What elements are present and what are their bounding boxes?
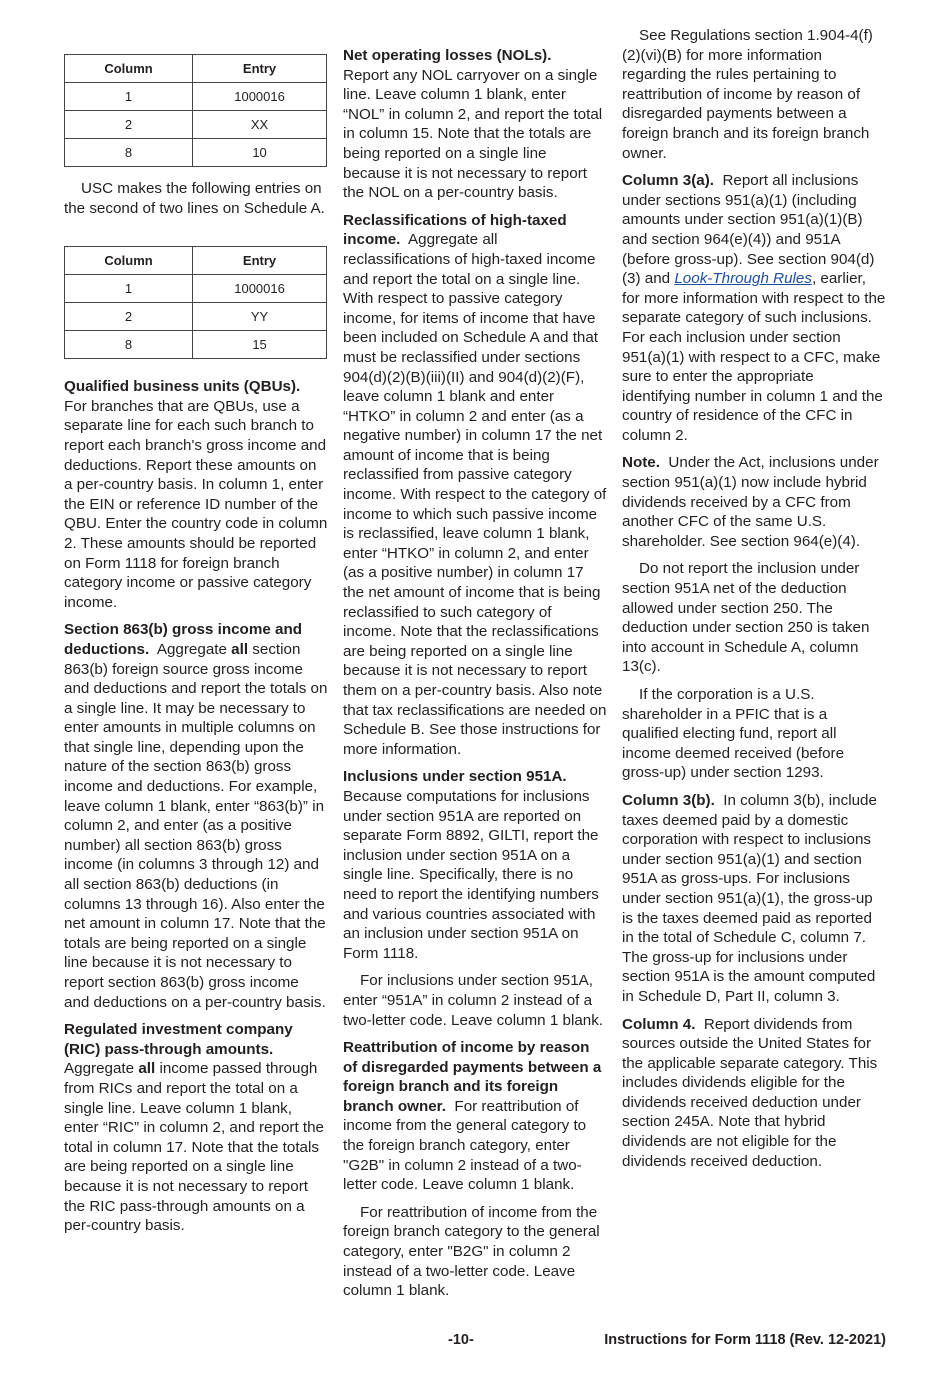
reattr-paragraph-3: See Regulations section 1.904-4(f)(2)(vi)(B) for more information regarding the rules pertaining to reattribution of income by reason of disregarded payments between a foreign branch and its foreign branch owner. <box>622 27 873 162</box>
cell: 10 <box>193 139 327 167</box>
cell: 8 <box>65 139 193 167</box>
s863-section <box>64 620 328 1012</box>
s951a-heading: Inclusions under section 951A. <box>343 768 567 786</box>
col3a-section <box>622 171 886 445</box>
footer-title: Instructions for Form 1118 (Rev. 12-2021) <box>604 1331 886 1348</box>
ric-text: income passed through from RICs and report the total on a single line. Leave column 1 blank, enter “RIC” in column 2, and report the total in column 17. Note that the totals are being reported on a single line because it is not necessary to report the RIC pass-through amounts on a per-country basis. <box>64 1060 324 1235</box>
qbu-text: For branches that are QBUs, use a separate line for each such branch to report each branch's gross income and deductions. Report these amounts on a per-country basis. In column 1, enter the EIN or reference ID number of the QBU. Enter the country code in column 2. These amounts should be reported on Form 1118 for foreign branch category income or passive category income. <box>64 397 328 611</box>
page-number: -10- <box>448 1331 474 1348</box>
col3b-section <box>622 791 886 1007</box>
col3b-text: In column 3(b), include taxes deemed paid by a domestic corporation with respect to inclusions under section 951(a)(1) and section 951A as gross-ups. For inclusions under section 951(a)(1), the gross-up is the taxes deemed paid as reported in the total of Schedule C, column 7. The gross-up for inclusions under section 951A is the amount computed in Schedule D, Part II, column 3. <box>622 791 877 1005</box>
table-row <box>65 331 327 359</box>
footer <box>64 1331 886 1355</box>
reattr-text: For reattribution of income from the general category to the foreign branch category, enter "G2B" in column 2 instead of a two-letter code. Leave column 1 blank. <box>343 1097 587 1194</box>
look-through-rules-link[interactable]: Look-Through Rules <box>674 270 812 288</box>
cell: 8 <box>65 331 193 359</box>
table-row <box>65 275 327 303</box>
s951a-paragraph: For inclusions under section 951A, enter “951A” in column 2 instead of a two-letter code. Leave column 1 blank. <box>343 972 604 1029</box>
usc-paragraph: USC makes the following entries on the second of two lines on Schedule A. <box>64 180 325 217</box>
s863-text: Aggregate <box>156 640 227 658</box>
ric-text: Aggregate <box>64 1060 135 1078</box>
table-row <box>65 83 327 111</box>
nol-section <box>343 46 607 203</box>
column-right <box>622 26 886 1179</box>
note-paragraph-2: Do not report the inclusion under section 951A net of the deduction allowed under section 250. The deduction under section 250 is taken into account in Schedule A, column 13(c). <box>622 560 870 676</box>
note-paragraph-3: If the corporation is a U.S. shareholder in a PFIC that is a qualified electing fund, report all income deemed received (before gross-up) under section 1293. <box>622 686 845 782</box>
s951a-text: Because computations for inclusions under section 951A are reported on separate Form 8892, GILTI, report the inclusion under section 951A on a single line. Specifically, there is no need to report the identifying numbers and various countries associated with an inclusion under section 951A on Form 1118. <box>343 787 599 962</box>
s863-text: section 863(b) foreign source gross income and deductions and report the totals on a single line. It may be necessary to enter amounts in multiple columns on that single line, depending upon the nature of the section 863(b) gross income and deductions. For example, leave column 1 blank, enter “863(b)” in column 2, and enter (as a positive number) all section 863(b) gross income (in columns 3 through 12) and all section 863(b) deductions (in columns 13 through 16). Also enter the net amount in column 17. Note that the totals are being reported on a single line because it is not necessary to report section 863(b) gross income and deductions on a per-country basis. <box>64 640 328 1011</box>
note-text: Under the Act, inclusions under section 951(a)(1) now include hybrid dividends received by a CFC from another CFC of the same U.S. shareholder. See section 964(e)(4). <box>622 454 879 550</box>
reattr-paragraph: For reattribution of income from the foreign branch category to the general category, enter "B2G" in column 2 instead of a two-letter code. Leave column 1 blank. <box>343 1203 600 1300</box>
htko-heading: Reclassifications of high-taxed income. <box>343 211 567 249</box>
entries-table-1 <box>64 54 327 167</box>
table-row <box>65 111 327 139</box>
cell: 1 <box>65 83 193 111</box>
cell: 2 <box>65 303 193 331</box>
cell: 1000016 <box>193 83 327 111</box>
table-row <box>65 303 327 331</box>
s951a-section <box>343 767 607 963</box>
cell: 15 <box>193 331 327 359</box>
column-middle <box>343 46 607 1309</box>
columns <box>64 27 886 1309</box>
nol-text: Report any NOL carryover on a single line. Leave column 1 blank, enter “NOL” in column 2, and report the total in column 15. Note that the totals are being reported on a single line because it is not necessary to report the NOL on a per-country basis. <box>343 66 603 202</box>
ric-heading: Regulated investment company (RIC) pass-through amounts. <box>64 1021 293 1058</box>
cell: 1 <box>65 275 193 303</box>
col4-section <box>622 1015 886 1172</box>
qbu-heading: Qualified business units (QBUs). <box>64 378 301 396</box>
ric-section <box>64 1020 328 1236</box>
cell: YY <box>193 303 327 331</box>
nol-heading: Net operating losses (NOLs). <box>343 47 552 64</box>
col4-text: Report dividends from sources outside the United States for the applicable separate category. This includes dividends eligible for the dividends received deduction under section 245A. Note that hybrid dividends are not eligible for the dividends received deduction. <box>622 1015 878 1170</box>
col4-heading: Column 4. <box>622 1015 696 1033</box>
note-heading: Note. <box>622 454 660 472</box>
entries-table-2 <box>64 246 327 359</box>
s863-heading: Section 863(b) gross income and deductions. <box>64 621 302 658</box>
reattr-heading: Reattribution of income by reason of disregarded payments between a foreign branch and its foreign branch owner. <box>343 1039 602 1115</box>
col3b-heading: Column 3(b). <box>622 791 715 809</box>
col3a-text: Report all inclusions under sections 951(a)(1) (including amounts under section 951(a)(1)(B) and section 964(e)(4)) and 951A (before gross-up). See section 904(d)(3) and <box>622 172 875 288</box>
table-header: Column <box>65 55 193 83</box>
table-row <box>65 139 327 167</box>
column-left <box>64 46 328 1244</box>
cell: 2 <box>65 111 193 139</box>
s863-bold: all <box>231 640 249 658</box>
ric-bold: all <box>138 1060 156 1078</box>
note-section <box>622 453 886 551</box>
reattr-section <box>343 1038 607 1195</box>
cell: XX <box>193 111 327 139</box>
table-header: Entry <box>193 247 327 275</box>
cell: 1000016 <box>193 275 327 303</box>
col3a-heading: Column 3(a). <box>622 172 714 190</box>
table-header: Column <box>65 247 193 275</box>
col3a-text: , earlier, for more information with respect to the separate category of such inclusions. For each inclusion under section 951(a)(1) with respect to a CFC, make sure to enter the appropriate identifying number in column 1 and the country of residence of the CFC in column 2. <box>622 270 886 444</box>
htko-section <box>343 211 607 760</box>
qbu-section <box>64 377 328 612</box>
table-header: Entry <box>193 55 327 83</box>
htko-text: Aggregate all reclassifications of high-taxed income and report the total on a single line. With respect to passive category income, for items of income that have been included on Schedule A and that must be reclassified under sections 904(d)(2)(B)(iii)(II) and 904(d)(2)(F), leave column 1 blank and enter “HTKO” in column 2 and enter (as a negative number) in column 17 the net amount of income that is being reclassified from passive category income. With respect to the category of income to which such passive income is reclassified, leave column 1 blank, enter “HTKO” in column 2, and enter (as a positive number) in column 17 the net amount of income that is being reclassified to such category of income. Note that the reclassifications are being reported on a single line because it is not necessary to report them on a per-country basis. Also note that tax reclassifications are needed on Schedule B. See those instructions for more information. <box>343 231 607 758</box>
